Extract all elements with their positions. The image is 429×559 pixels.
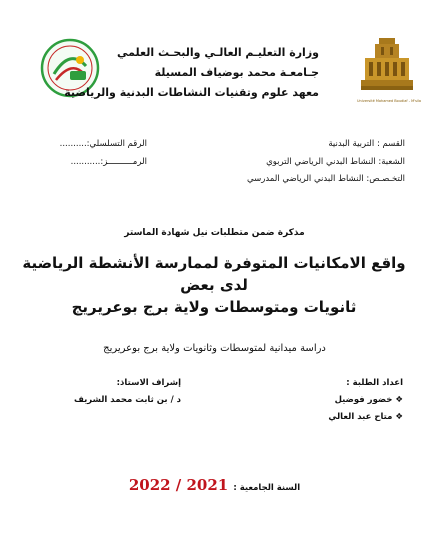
students-block [328, 375, 403, 426]
students-label: اعداد الطلبة : [346, 378, 403, 388]
university-name: جـامعـة محمد بوضياف المسيلة [154, 66, 319, 79]
branch-label: الشعبة: النشاط البدني الرياضي التربوي [266, 157, 405, 167]
ministry-name: وزارة التعليـم العالـي والبحـث العلمي [117, 46, 319, 59]
university-building-icon [357, 36, 417, 94]
specialty-label: التخـصـص: النشاط البدني الرياضي المدرسي [247, 174, 405, 184]
supervisor-label: إشراف الاستاذ: [116, 378, 181, 388]
academic-year-value: 2022 / 2021 [128, 476, 229, 494]
study-subtitle: دراسة ميدانية لمتوسطات وثانويات ولاية برج بوعريريج [103, 343, 326, 354]
thesis-note: مذكرة ضمن متطلبات نيل شهادة الماستر [124, 228, 305, 238]
university-logo [357, 36, 421, 106]
thesis-title [14, 252, 414, 318]
academic-year [0, 475, 429, 494]
code-label: الرمــــــــــز:........... [70, 157, 147, 167]
student-name: ❖ خضور فوضيل [334, 395, 403, 405]
university-caption: Université Mohamed Boudiaf - M'sila [357, 99, 421, 103]
title-line-2: ثانويات ومتوسطات ولاية برج بوعريريج [71, 298, 357, 316]
institute-name: معهد علوم وتقنيات النشاطات البدنية والرياضية [64, 86, 319, 99]
academic-year-label: السنة الجامعية : [233, 483, 301, 493]
department-label: القسم : التربية البدنية [328, 139, 405, 149]
serial-number-label: الرقم التسلسلي:.......... [59, 139, 147, 149]
student-name: ❖ متاح عبد العالي [328, 412, 403, 422]
supervisor-block [74, 375, 181, 409]
title-line-1: واقع الامكانيات المتوفرة لممارسة الأنشطة الرياضية لدى بعض [22, 254, 406, 294]
supervisor-name: د / بن ثابت محمد الشريف [73, 395, 181, 405]
